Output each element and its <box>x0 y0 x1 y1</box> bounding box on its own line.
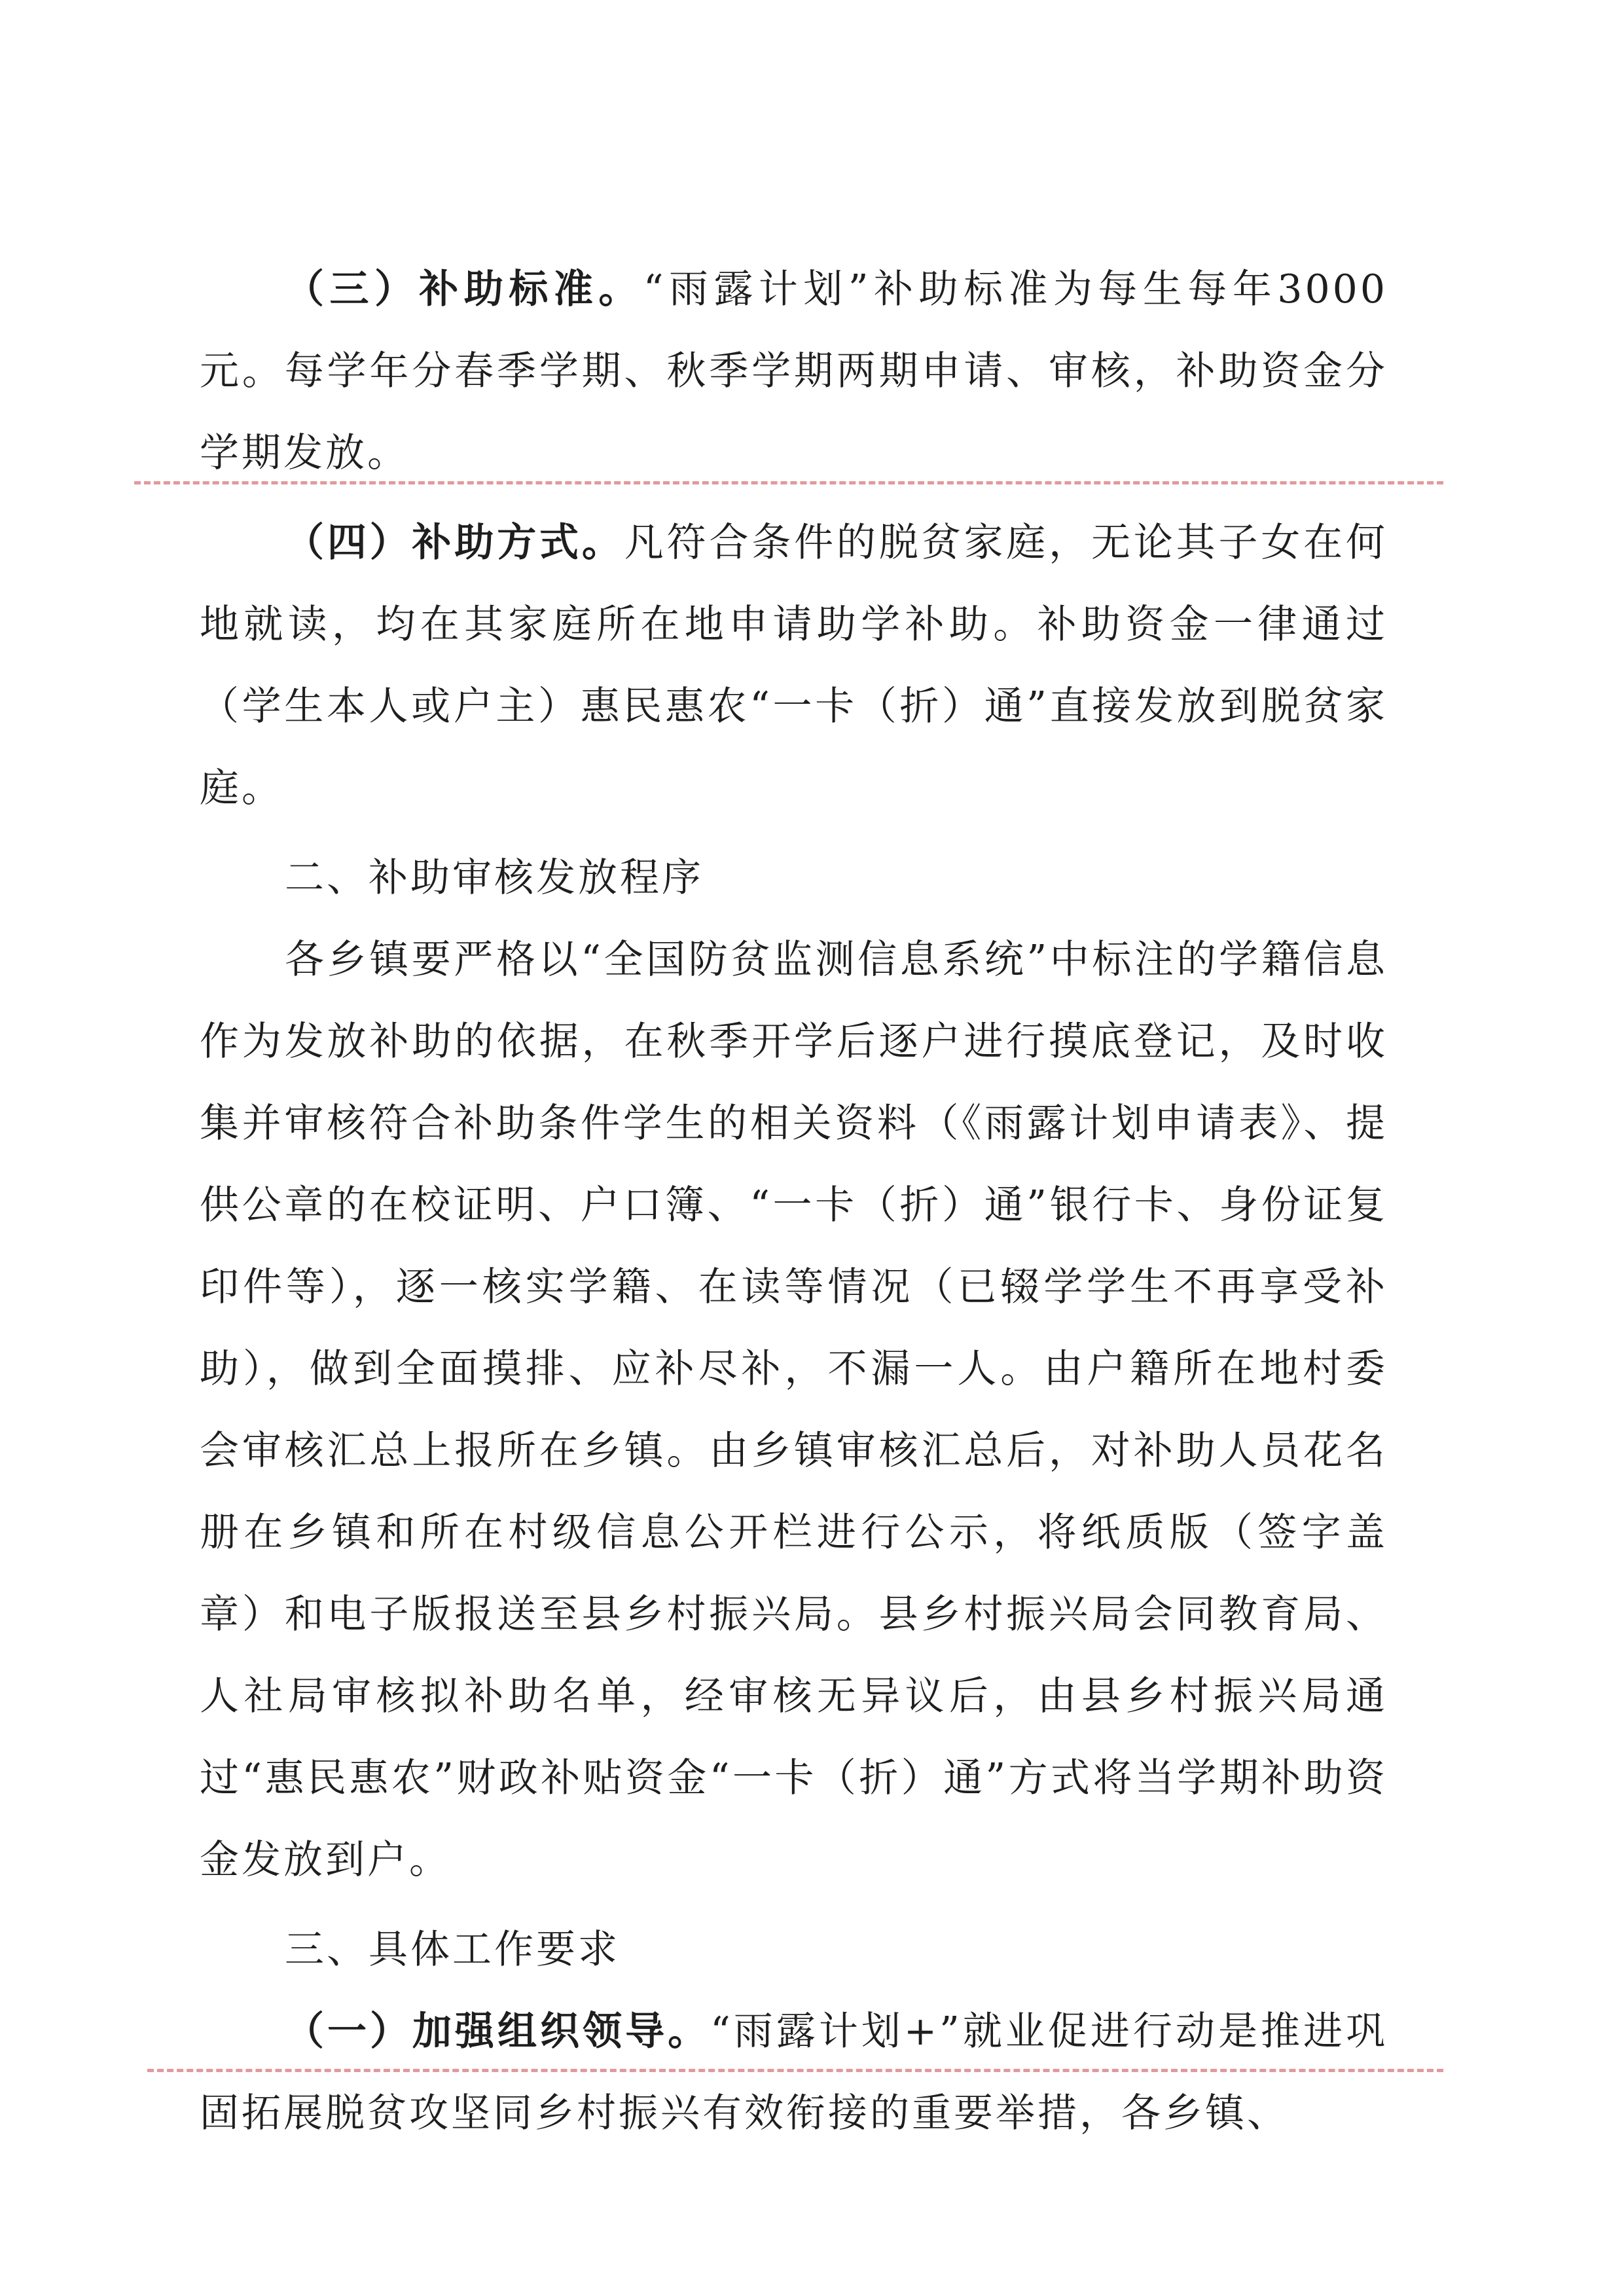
paragraph-lead: （一）加强组织领导。 <box>285 2009 711 2054</box>
section-heading-procedure: 二、补助审核发放程序 <box>285 855 704 901</box>
document-page <box>200 249 1388 2162</box>
paragraph-organization <box>200 1991 1388 2155</box>
paragraph-text: “雨露计划+”就业促进行动是推进巩固拓展脱贫攻坚同乡村振兴有效衔接的重要举措，各乡镇、 <box>200 2009 1388 2136</box>
paragraph-procedure-body: 各乡镇要严格以“全国防贫监测信息系统”中标注的学籍信息作为发放补助的依据，在秋季开学后逐户进行摸底登记，及时收集并审核符合补助条件学生的相关资料（《雨露计划申请表》、提供公章的在校证明、户口簿、“一卡（折）通”银行卡、身份证复印件等），逐一核实学籍、在读等情况（已辍学学生不再享受补助），做到全面摸排、应补尽补，不漏一人。由户籍所在地村委会审核汇总上报所在乡镇。由乡镇审核汇总后，对补助人员花名册在乡镇和所在村级信息公开栏进行公示，将纸质版（签字盖章）和电子版报送至县乡村振兴局。县乡村振兴局会同教育局、人社局审核拟补助名单，经审核无异议后，由县乡村振兴局通过“惠民惠农”财政补贴资金“一卡（折）通”方式将当学期补助资金发放到户。 <box>200 937 1388 1883</box>
paragraph-subsidy-method <box>200 502 1388 829</box>
paragraph-lead: （三）补助标准。 <box>285 266 643 312</box>
paragraph-text: “雨露计划”补助标准为每生每年3000元。每学年分春季学期、秋季学期两期申请、审核，补助资金分学期发放。 <box>200 266 1388 476</box>
paragraph-lead: （四）补助方式。 <box>285 520 624 566</box>
paragraph-subsidy-standard <box>200 249 1388 494</box>
paragraph-text: 凡符合条件的脱贫家庭，无论其子女在何地就读，均在其家庭所在地申请助学补助。补助资金一律通过（学生本人或户主）惠民惠农“一卡（折）通”直接发放到脱贫家庭。 <box>200 520 1388 811</box>
section-heading-requirements: 三、具体工作要求 <box>285 1927 620 1973</box>
